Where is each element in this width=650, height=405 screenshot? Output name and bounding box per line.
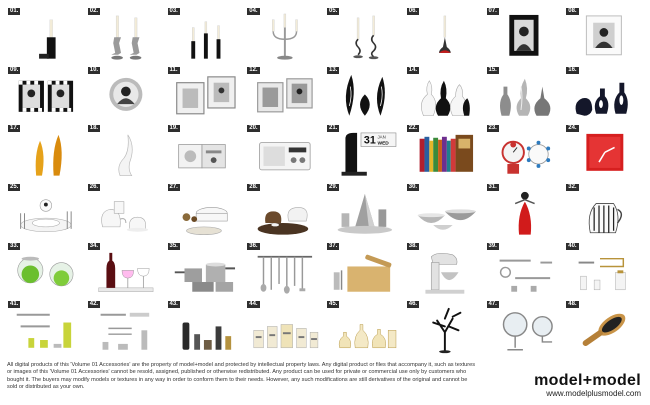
black-photo-frame-icon	[486, 7, 564, 65]
item-number: 01.	[10, 8, 19, 14]
item-number: 41.	[10, 301, 19, 308]
catalog-item-46[interactable]	[406, 300, 484, 358]
item-number: 44.	[249, 301, 258, 308]
catalog-item-12[interactable]	[246, 66, 324, 124]
catalog-item-15[interactable]	[486, 66, 564, 124]
catalog-item-25[interactable]	[7, 183, 85, 241]
catalog-item-14[interactable]	[406, 66, 484, 124]
red-wall-clock-icon	[565, 124, 643, 182]
amber-vases-icon	[7, 124, 85, 182]
item-number: 13.	[329, 66, 338, 73]
item-number: 09.	[10, 66, 19, 73]
round-frame-icon	[87, 66, 165, 124]
item-number: 26.	[89, 184, 99, 190]
item-number: 47.	[488, 301, 497, 308]
catalog-item-37[interactable]	[326, 242, 404, 300]
catalog-item-39[interactable]	[486, 242, 564, 300]
item-number: 45.	[329, 301, 338, 308]
item-number: 46.	[408, 301, 418, 308]
item-number: 40.	[568, 242, 577, 249]
catalog-item-31[interactable]	[486, 183, 564, 241]
curvy-vases-icon	[406, 66, 484, 124]
desk-calendar-clock-icon	[326, 124, 404, 182]
item-number: 32.	[568, 184, 577, 190]
item-number: 19.	[169, 125, 178, 132]
catalog-item-08[interactable]	[565, 7, 643, 65]
item-number: 30.	[408, 184, 418, 190]
legal-disclaimer: All digital products of this 'Volume 01 Accessories' are the property of model+model and protected by intellectual property laws. Any digital product or files that accompany it, such as textures or images of this 'Volume 01 Accessories' cannot be resold, assigned, published or otherwise redistributed. Any product can be used for private or commercial use only by customers who bought it. The buyers may modify models or textures in any way in order to conform them to their needs. However, any such modifications are still derivatives of the original and cannot be sold or distributed as your own.	[7, 362, 476, 391]
catalog-item-07[interactable]	[486, 7, 564, 65]
towel-rails-icon	[486, 242, 564, 300]
catalog-item-27[interactable]	[167, 183, 245, 241]
catalog-item-42[interactable]	[87, 300, 165, 358]
calendar-weekday: WED	[377, 141, 389, 147]
item-number: 39.	[488, 242, 497, 249]
item-number: 36.	[249, 242, 258, 249]
item-number: 31.	[488, 184, 497, 190]
steel-kettle-set-icon	[326, 183, 404, 241]
three-candlesticks-icon	[167, 7, 245, 65]
item-number: 29.	[329, 184, 338, 190]
item-number: 28.	[249, 184, 258, 190]
item-number: 12.	[249, 66, 258, 73]
steel-bowls-icon	[406, 183, 484, 241]
catalog-item-04[interactable]	[246, 7, 324, 65]
hair-brush-icon	[565, 300, 643, 358]
catalog-item-35[interactable]	[167, 242, 245, 300]
candle-holder-icon	[7, 7, 85, 65]
catalog-item-23[interactable]	[486, 124, 564, 182]
item-number: 48.	[568, 301, 577, 308]
maze-frame-icon	[167, 66, 245, 124]
toiletry-bottles-icon	[167, 300, 245, 358]
calendar-day: 31	[363, 134, 376, 147]
stand-mixer-icon	[406, 242, 484, 300]
catalog-item-30[interactable]	[406, 183, 484, 241]
checkered-frames-icon	[7, 66, 85, 124]
utensil-rack-icon	[246, 242, 324, 300]
catalog-item-22[interactable]	[406, 124, 484, 182]
item-number: 10.	[89, 66, 99, 73]
candelabra-icon	[246, 7, 324, 65]
catalog-item-10[interactable]	[87, 66, 165, 124]
corkscrew-figure-icon	[486, 183, 564, 241]
item-number: 04.	[249, 8, 258, 14]
cookware-set-icon	[167, 242, 245, 300]
shelf-rack-icon	[87, 300, 165, 358]
catalog-item-41[interactable]	[7, 300, 85, 358]
spiral-candlesticks-icon	[326, 7, 404, 65]
perfume-bottles-icon	[326, 300, 404, 358]
catalog-item-29[interactable]	[326, 183, 404, 241]
item-number: 08.	[568, 8, 577, 14]
item-number: 25.	[10, 184, 19, 190]
catalog-item-17[interactable]	[7, 124, 85, 182]
catalog-item-24[interactable]	[565, 124, 643, 182]
tea-set-icon	[87, 183, 165, 241]
chrome-vases-icon	[486, 66, 564, 124]
black-vases-icon	[326, 66, 404, 124]
table-setting-icon	[7, 183, 85, 241]
brand-logo: model+model	[534, 372, 641, 389]
white-sculpture-vase-icon	[87, 124, 165, 182]
wine-set-icon	[87, 242, 165, 300]
item-number: 27.	[169, 184, 178, 190]
catalog-item-48[interactable]	[565, 300, 643, 358]
brand-block	[534, 372, 641, 399]
silver-maze-frame-icon	[246, 66, 324, 124]
catalog-item-47[interactable]	[486, 300, 564, 358]
item-number: 43.	[169, 301, 178, 308]
item-number: 06.	[408, 8, 418, 14]
item-number: 22.	[408, 125, 418, 132]
catalog-item-19[interactable]	[167, 124, 245, 182]
catalog-item-44[interactable]	[246, 300, 324, 358]
item-number: 23.	[488, 125, 497, 132]
table-radio-icon	[246, 124, 324, 182]
chrome-accessories-icon	[7, 300, 85, 358]
item-number: 11.	[169, 66, 178, 73]
item-number: 15.	[488, 66, 497, 73]
item-number: 16.	[568, 66, 577, 73]
item-number: 05.	[329, 8, 338, 14]
catalog-item-18[interactable]	[87, 124, 165, 182]
catalog-item-05[interactable]	[326, 7, 404, 65]
catalog-item-45[interactable]	[326, 300, 404, 358]
item-number: 37.	[329, 242, 338, 249]
brand-url[interactable]: www.modelplusmodel.com	[546, 389, 641, 398]
catalog-item-06[interactable]	[406, 7, 484, 65]
catalog-item-02[interactable]	[87, 7, 165, 65]
item-number: 02.	[89, 8, 99, 14]
item-number: 33.	[10, 242, 19, 249]
catalog-item-16[interactable]	[565, 66, 643, 124]
cutting-board-icon	[326, 242, 404, 300]
glass-jars-icon	[7, 242, 85, 300]
item-number: 42.	[89, 301, 99, 308]
makeup-mirrors-icon	[486, 300, 564, 358]
catalog-item-26[interactable]	[87, 183, 165, 241]
black-branch-sculpture-icon	[406, 300, 484, 358]
book-set-icon	[406, 124, 484, 182]
catalog-grid	[7, 7, 643, 358]
catalog-item-01[interactable]	[7, 7, 85, 65]
cube-radio-icon	[167, 124, 245, 182]
red-candlestick-icon	[406, 7, 484, 65]
item-number: 07.	[488, 8, 497, 14]
item-number: 17.	[10, 125, 19, 132]
catalog-item-40[interactable]	[565, 242, 643, 300]
item-number: 14.	[408, 66, 418, 73]
catalog-item-13[interactable]	[326, 66, 404, 124]
catalog-item-36[interactable]	[246, 242, 324, 300]
catalog-item-38[interactable]	[406, 242, 484, 300]
item-number: 34.	[89, 242, 99, 249]
dark-bottle-vases-icon	[565, 66, 643, 124]
serving-set-icon	[167, 183, 245, 241]
item-number: 20.	[249, 125, 258, 132]
catalog-item-03[interactable]	[167, 7, 245, 65]
catalog-item-33[interactable]	[7, 242, 85, 300]
item-number: 24.	[568, 125, 577, 132]
catalog-item-20[interactable]	[246, 124, 324, 182]
twin-candlesticks-icon	[87, 7, 165, 65]
catalog-item-28[interactable]	[246, 183, 324, 241]
bath-accessories-icon	[565, 242, 643, 300]
white-photo-frame-icon	[565, 7, 643, 65]
catalog-item-09[interactable]	[7, 66, 85, 124]
item-number: 18.	[89, 125, 99, 132]
item-number: 21.	[329, 125, 338, 132]
decorative-clocks-icon	[486, 124, 564, 182]
striped-pitcher-icon	[565, 183, 643, 241]
catalog-item-34[interactable]	[87, 242, 165, 300]
labeled-jars-icon	[246, 300, 324, 358]
item-number: 38.	[408, 242, 418, 249]
catalog-item-43[interactable]	[167, 300, 245, 358]
catalog-item-32[interactable]	[565, 183, 643, 241]
item-number: 03.	[169, 8, 178, 14]
calendar-month: JAN	[377, 135, 386, 141]
item-number: 35.	[169, 242, 178, 249]
tea-pot-set-icon	[246, 183, 324, 241]
catalog-item-21[interactable]	[326, 124, 404, 182]
catalog-item-11[interactable]	[167, 66, 245, 124]
